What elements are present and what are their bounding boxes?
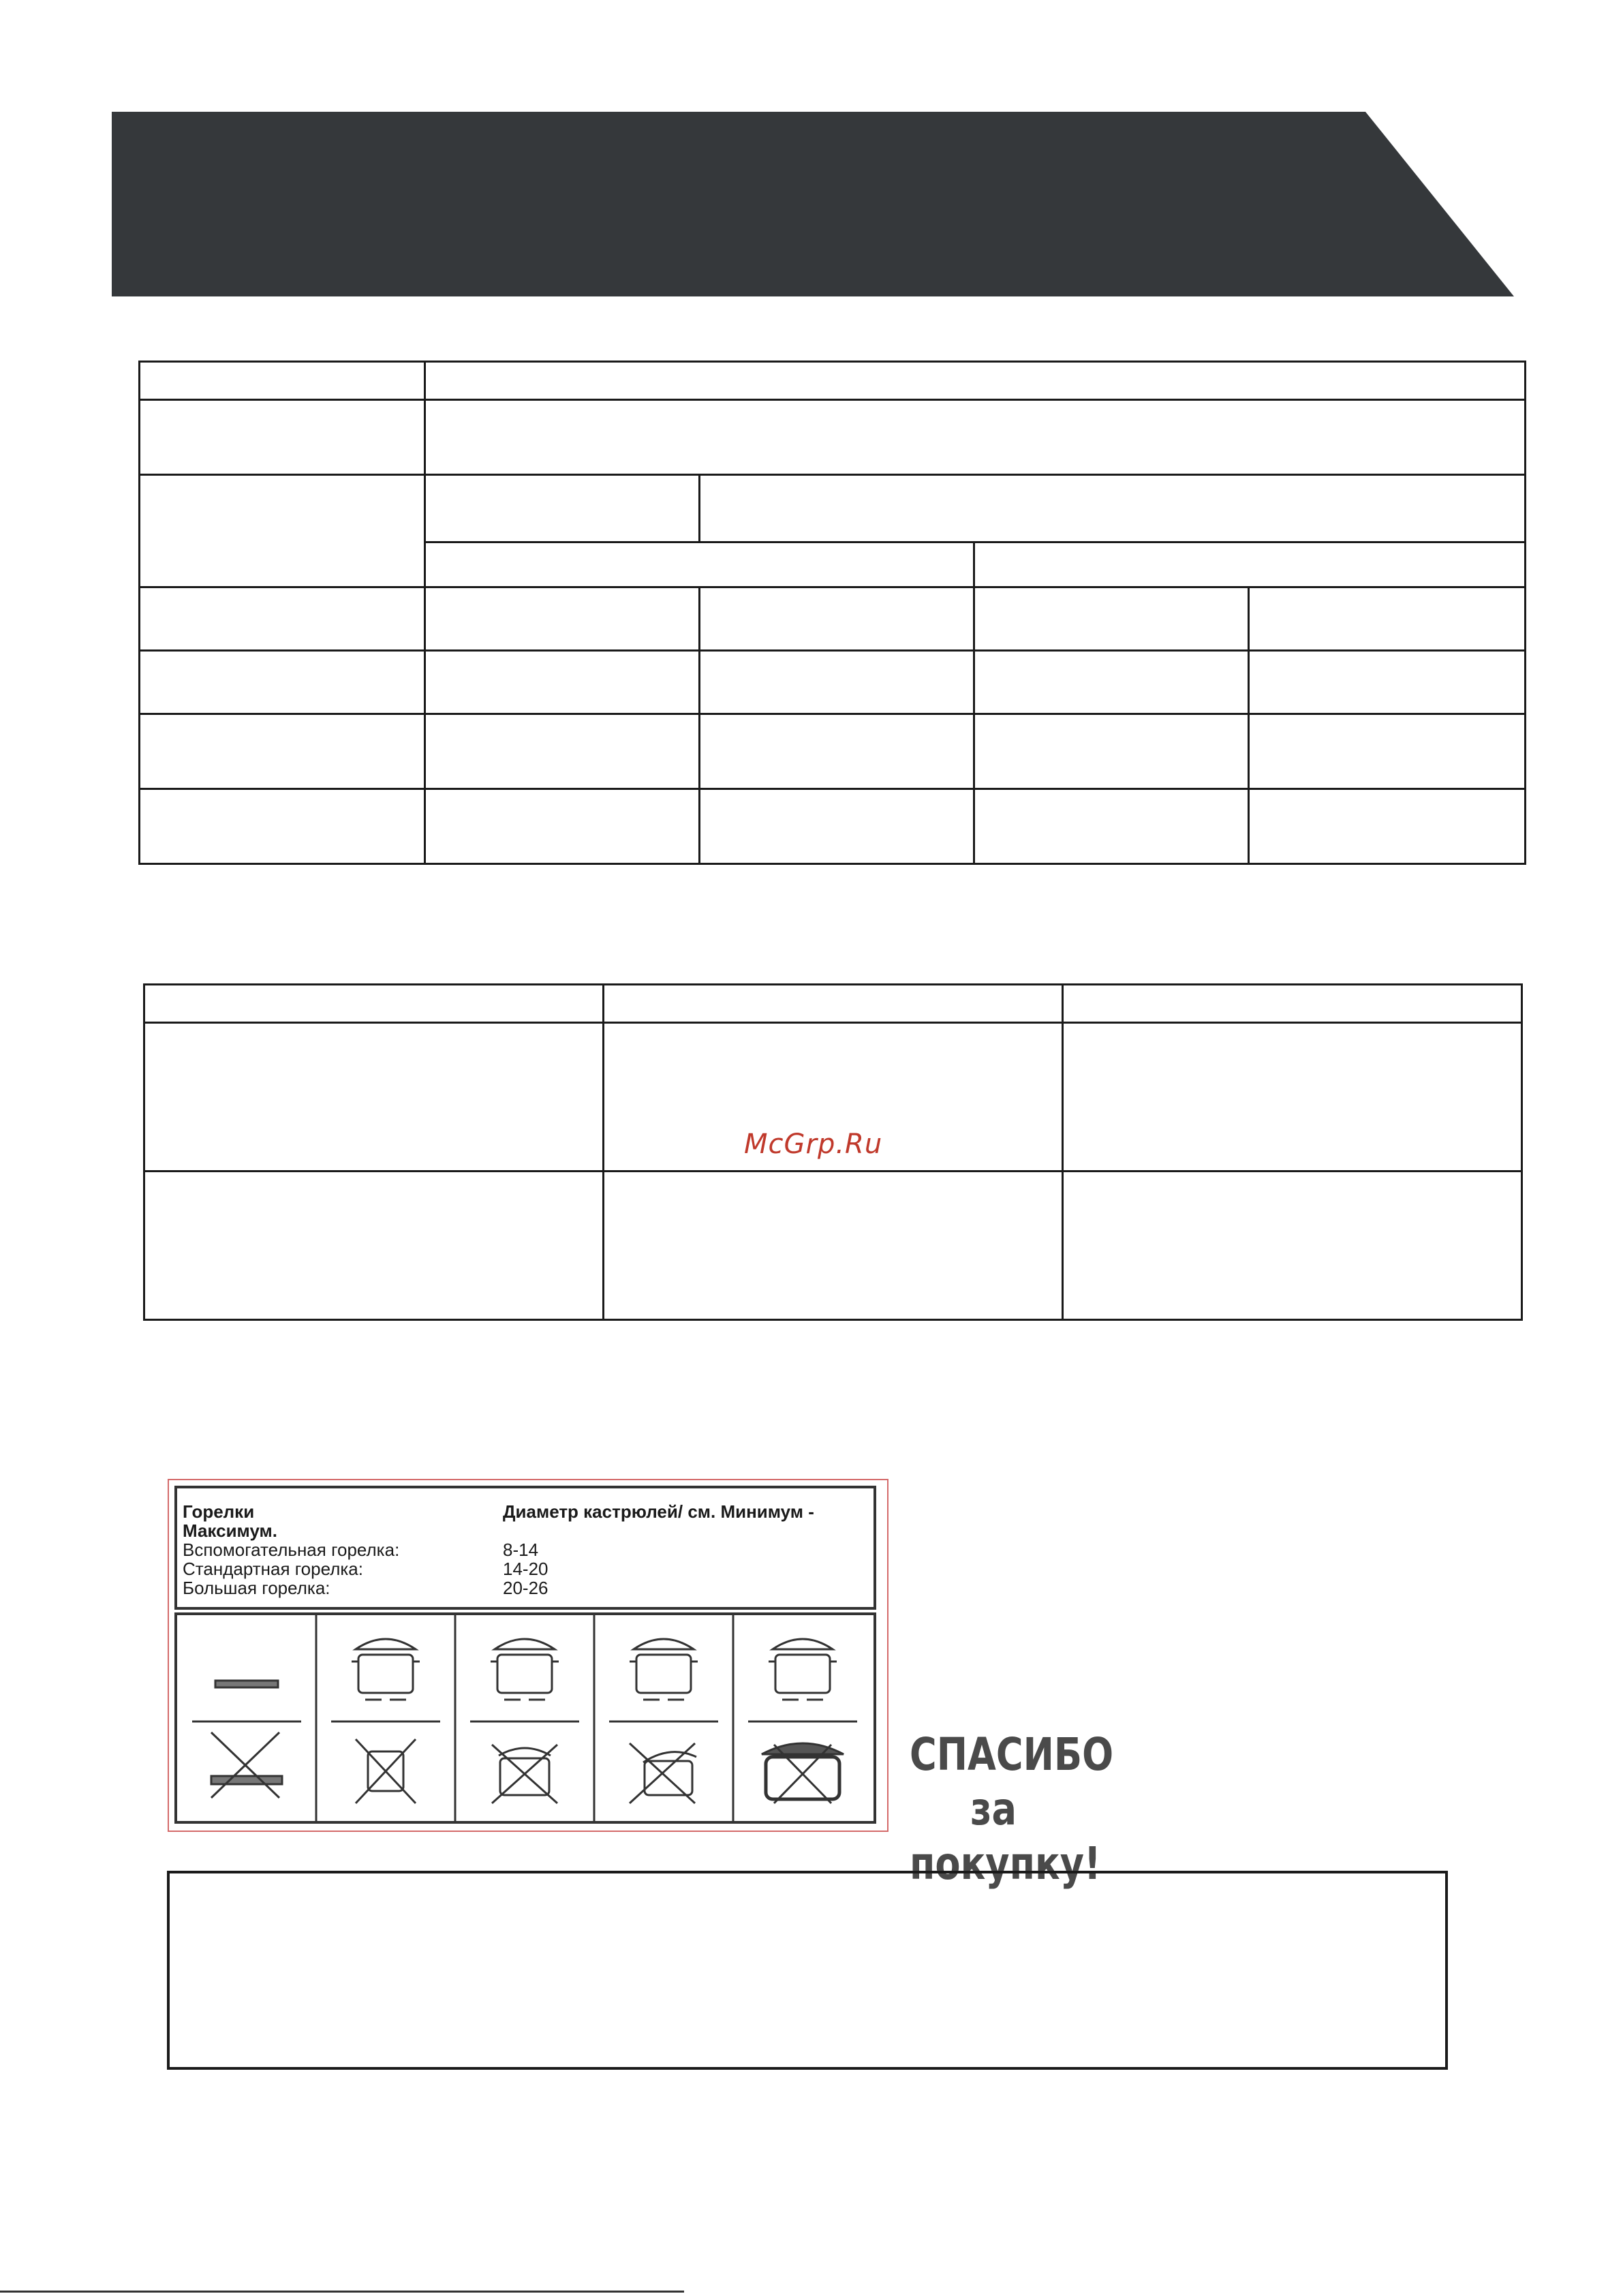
burner-name: Стандартная горелка: xyxy=(183,1559,363,1579)
burner-header-cont: Максимум. xyxy=(183,1520,278,1541)
pot-icon xyxy=(331,1639,440,1803)
table-cell xyxy=(1063,985,1522,1023)
table-cell xyxy=(1249,714,1526,789)
table-cell xyxy=(1249,789,1526,864)
pot-placement-pictograms xyxy=(174,1612,876,1824)
table-row xyxy=(140,714,1526,789)
pot-diameter-value: 20-26 xyxy=(503,1578,548,1598)
table-row xyxy=(140,789,1526,864)
table-cell xyxy=(425,475,700,542)
table-cell xyxy=(425,587,700,651)
table-cell xyxy=(425,651,700,714)
burner-name: Вспомогательная горелка: xyxy=(183,1540,400,1560)
table-cell xyxy=(144,985,604,1023)
table-cell xyxy=(140,714,425,789)
spec-table xyxy=(138,361,1526,865)
table-cell xyxy=(144,1172,604,1320)
table-cell xyxy=(144,1023,604,1172)
pot-diameter-column xyxy=(503,1502,814,1597)
table-row xyxy=(140,362,1526,400)
burner-size-table xyxy=(174,1486,876,1610)
table-row xyxy=(140,651,1526,714)
table-cell xyxy=(425,714,700,789)
header-banner xyxy=(112,112,1514,296)
table-cell xyxy=(1249,651,1526,714)
footer-divider xyxy=(0,2291,684,2293)
thank-you-line2: за покупку! xyxy=(910,1783,1101,1890)
pot-diameter-header: Диаметр кастрюлей/ см. Минимум - xyxy=(503,1501,814,1522)
table-row xyxy=(140,587,1526,651)
burner-header: Горелки xyxy=(183,1501,255,1522)
watermark: McGrp.Ru xyxy=(744,1129,883,1160)
table-cell xyxy=(974,789,1249,864)
pot-icon xyxy=(470,1639,579,1803)
table-cell xyxy=(1249,587,1526,651)
pot-diameter-value: 14-20 xyxy=(503,1559,548,1579)
table-cell xyxy=(140,587,425,651)
pan-icon xyxy=(192,1681,301,1798)
note-box xyxy=(167,1871,1448,2070)
pot-icon xyxy=(748,1639,857,1803)
table-cell xyxy=(974,651,1249,714)
table-cell xyxy=(140,651,425,714)
table-cell xyxy=(604,985,1063,1023)
thank-you-line1: СПАСИБО xyxy=(910,1728,1114,1781)
table-row xyxy=(140,400,1526,475)
table-row xyxy=(144,985,1522,1023)
table-cell xyxy=(700,587,974,651)
table-cell xyxy=(140,362,425,400)
table-row xyxy=(144,1172,1522,1320)
pot-icon xyxy=(609,1639,718,1803)
table-cell xyxy=(1063,1172,1522,1320)
table-cell xyxy=(974,587,1249,651)
table-cell xyxy=(425,362,1526,400)
thank-you-text xyxy=(910,1728,1114,1891)
pot-diameter-value: 8-14 xyxy=(503,1540,539,1560)
burner-pot-size-panel xyxy=(168,1479,888,1832)
table-cell xyxy=(700,714,974,789)
table-cell xyxy=(425,542,974,587)
table-cell xyxy=(140,789,425,864)
table-cell xyxy=(700,475,1526,542)
burner-name: Большая горелка: xyxy=(183,1578,330,1598)
table-cell xyxy=(974,714,1249,789)
table-cell xyxy=(1063,1023,1522,1172)
table-cell xyxy=(700,789,974,864)
table-row xyxy=(140,475,1526,542)
table-cell xyxy=(140,475,425,587)
burner-names-column xyxy=(183,1502,399,1597)
table-cell xyxy=(700,651,974,714)
table-cell xyxy=(140,400,425,475)
table-cell xyxy=(425,400,1526,475)
table-cell xyxy=(974,542,1526,587)
table-cell xyxy=(425,789,700,864)
table-cell xyxy=(604,1172,1063,1320)
